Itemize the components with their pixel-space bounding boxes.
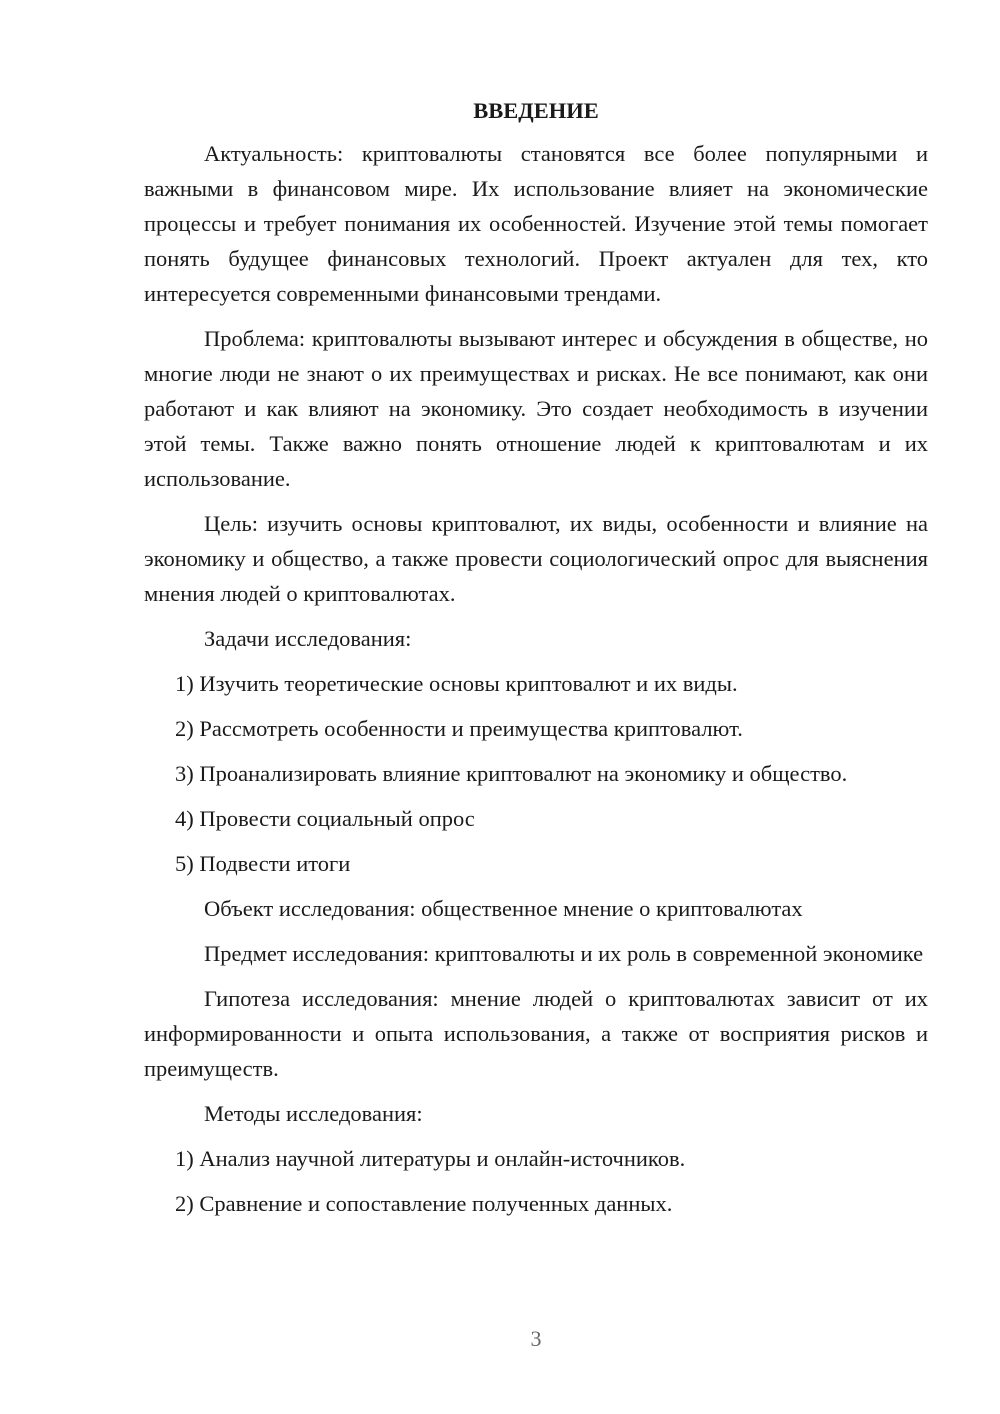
task-item: 3) Проанализировать влияние криптовалют на экономику и общество.: [175, 761, 848, 786]
goal-paragraph: Цель: изучить основы криптовалют, их виды, особенности и влияние на экономику и общество, а также провести социологический опрос для выяснения мнения людей о криптовалютах.: [144, 511, 928, 606]
task-item: 4) Провести социальный опрос: [175, 806, 475, 831]
task-item: 2) Рассмотреть особенности и преимущества криптовалют.: [175, 716, 743, 741]
relevance-paragraph: Актуальность: криптовалюты становятся все более популярными и важными в финансовом мире. Их использование влияет на экономические процессы и требует понимания их особенностей. Изучение этой темы помогает понять будущее финансовых технологий. Проект актуален для тех, кто интересуется современными финансовыми трендами.: [144, 141, 928, 306]
task-item: 1) Изучить теоретические основы криптовалют и их виды.: [175, 671, 738, 696]
method-item: 2) Сравнение и сопоставление полученных данных.: [175, 1191, 673, 1216]
tasks-title: Задачи исследования:: [204, 626, 412, 651]
task-item: 5) Подвести итоги: [175, 851, 351, 876]
section-heading: ВВЕДЕНИЕ: [473, 98, 599, 123]
research-subject: Предмет исследования: криптовалюты и их роль в современной экономике: [204, 941, 924, 966]
research-hypothesis: Гипотеза исследования: мнение людей о криптовалютах зависит от их информированности и опыта использования, а также от восприятия рисков и преимуществ.: [144, 986, 928, 1081]
methods-title: Методы исследования:: [204, 1101, 423, 1126]
problem-paragraph: Проблема: криптовалюты вызывают интерес и обсуждения в обществе, но многие люди не знают о их преимуществах и рисках. Не все понимают, как они работают и как влияют на экономику. Это создает необходимость в изучении этой темы. Также важно понять отношение людей к криптовалютам и их использование.: [144, 326, 928, 491]
page-number: 3: [530, 1326, 542, 1351]
method-item: 1) Анализ научной литературы и онлайн-источников.: [175, 1146, 686, 1171]
research-object: Объект исследования: общественное мнение о криптовалютах: [204, 896, 803, 921]
document-page: [144, 96, 928, 1231]
